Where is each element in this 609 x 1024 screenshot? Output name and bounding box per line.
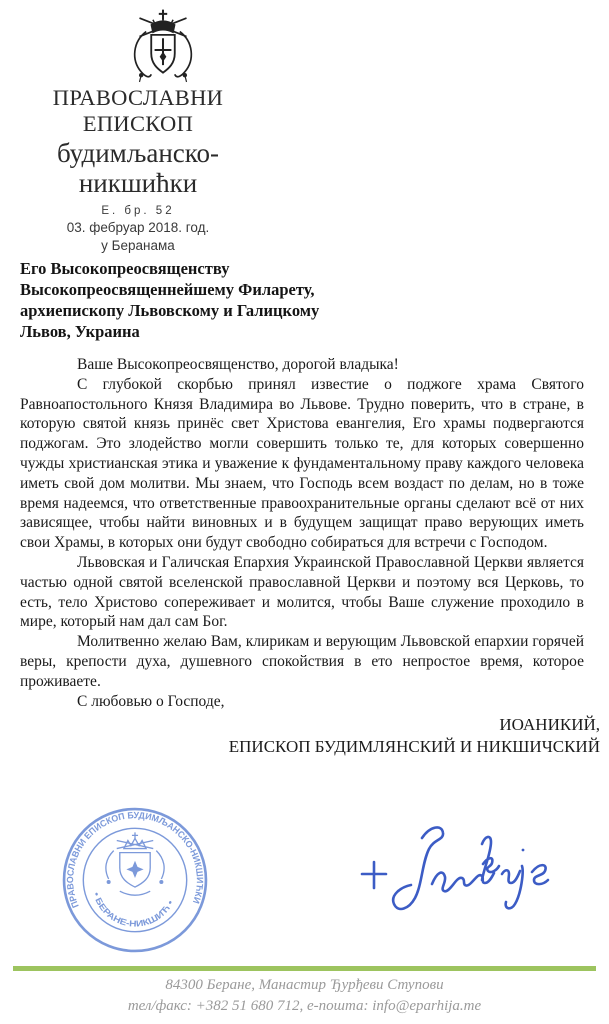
recipient-line: Его Высокопреосвященству — [20, 259, 230, 278]
svg-text:ПРАВОСЛАВНИ ЕПИСКОП БУДИМЉАНСК — [65, 810, 205, 909]
eparchy-seal-stamp — [61, 805, 209, 955]
footer-address: 84300 Беране, Манастир Ђурђеви Ступови — [165, 977, 444, 993]
letter-place: у Беранама — [101, 238, 175, 253]
seal-ring-text: ПРАВОСЛАВНИ ЕПИСКОП БУДИМЉАНСКО-НИКШИЋКИ — [65, 810, 205, 910]
salutation: Ваше Высокопреосвященство, дорогой владыка! — [77, 356, 399, 373]
recipient-address — [20, 258, 319, 342]
episcopal-coat-of-arms-icon — [121, 7, 205, 93]
recipient-line: архиепископу Львовскому и Галицкому — [20, 301, 320, 320]
footer-divider — [13, 966, 596, 971]
letter-body — [20, 355, 584, 711]
seal-inner-text: • БЕРАНЕ-НИКШИЋ • — [91, 891, 176, 929]
signatory-name: ИОАНИКИЙ, — [499, 715, 600, 734]
handwritten-signature — [336, 810, 570, 926]
paragraph: Молитвенно желаю Вам, клирикам и верующим Львовской епархии горячей веры, крепости духа, душевного спокойствия в ето непростое время, которое проживаете. — [20, 633, 584, 690]
seal-coat-of-arms — [106, 832, 164, 895]
footer — [0, 975, 609, 1017]
footer-contact: тел/факс: +382 51 680 712, е-пошта: info@eparhija.me — [127, 998, 482, 1014]
closing-line: С любовью о Господе, — [77, 692, 225, 710]
recipient-line: Высокопреосвященнейшему Филарету, — [20, 280, 315, 299]
letter-date: 03. фебруар 2018. год. — [66, 220, 210, 235]
recipient-line: Львов, Украина — [20, 322, 140, 341]
letterhead — [12, 85, 264, 253]
reference-number: Е. бр. 52 — [101, 205, 175, 217]
paragraph: С глубокой скорбью принял известие о поджоге храма Святого Равноапостольного Князя Владимира во Львове. Трудно поверить, что в стране, в которую святой князь принёс свет Христова евангелия, Его храмы подвергаются поджогам. Это злодейство могли совершить только те, для которых совершенно чужды христианская этика и уважение к фундаментальному праву каждого человека иметь свой дом молитви. Мы знаем, что Господь всем воздаст по делам, но в тоже время надеемся, что ответственные правоохранительные органы сделают всё от них зависящее, чтобы найти виновных и в будущем защищат право верующих иметь свои Храмы, в которых они будут свободно собираться для встречи с Господом. — [20, 375, 584, 552]
org-title: ПРАВОСЛАВНИ ЕПИСКОП — [52, 85, 224, 136]
signature-block — [229, 714, 600, 757]
paragraph: Львовская и Галичская Епархия Украинской Православной Церкви является частью одной святой вселенской православной Церкви и поэтому вся Церковь, то есть, тело Христово сопереживает и молится, чтобы Ваше служение проходило в мире, который нам дал сам Бог. — [20, 553, 584, 631]
signatory-title: ЕПИСКОП БУДИМЛЯНСКИЙ И НИКШИЧСКИЙ — [228, 736, 600, 756]
org-subtitle: будимљанско-никшићки — [56, 138, 220, 198]
